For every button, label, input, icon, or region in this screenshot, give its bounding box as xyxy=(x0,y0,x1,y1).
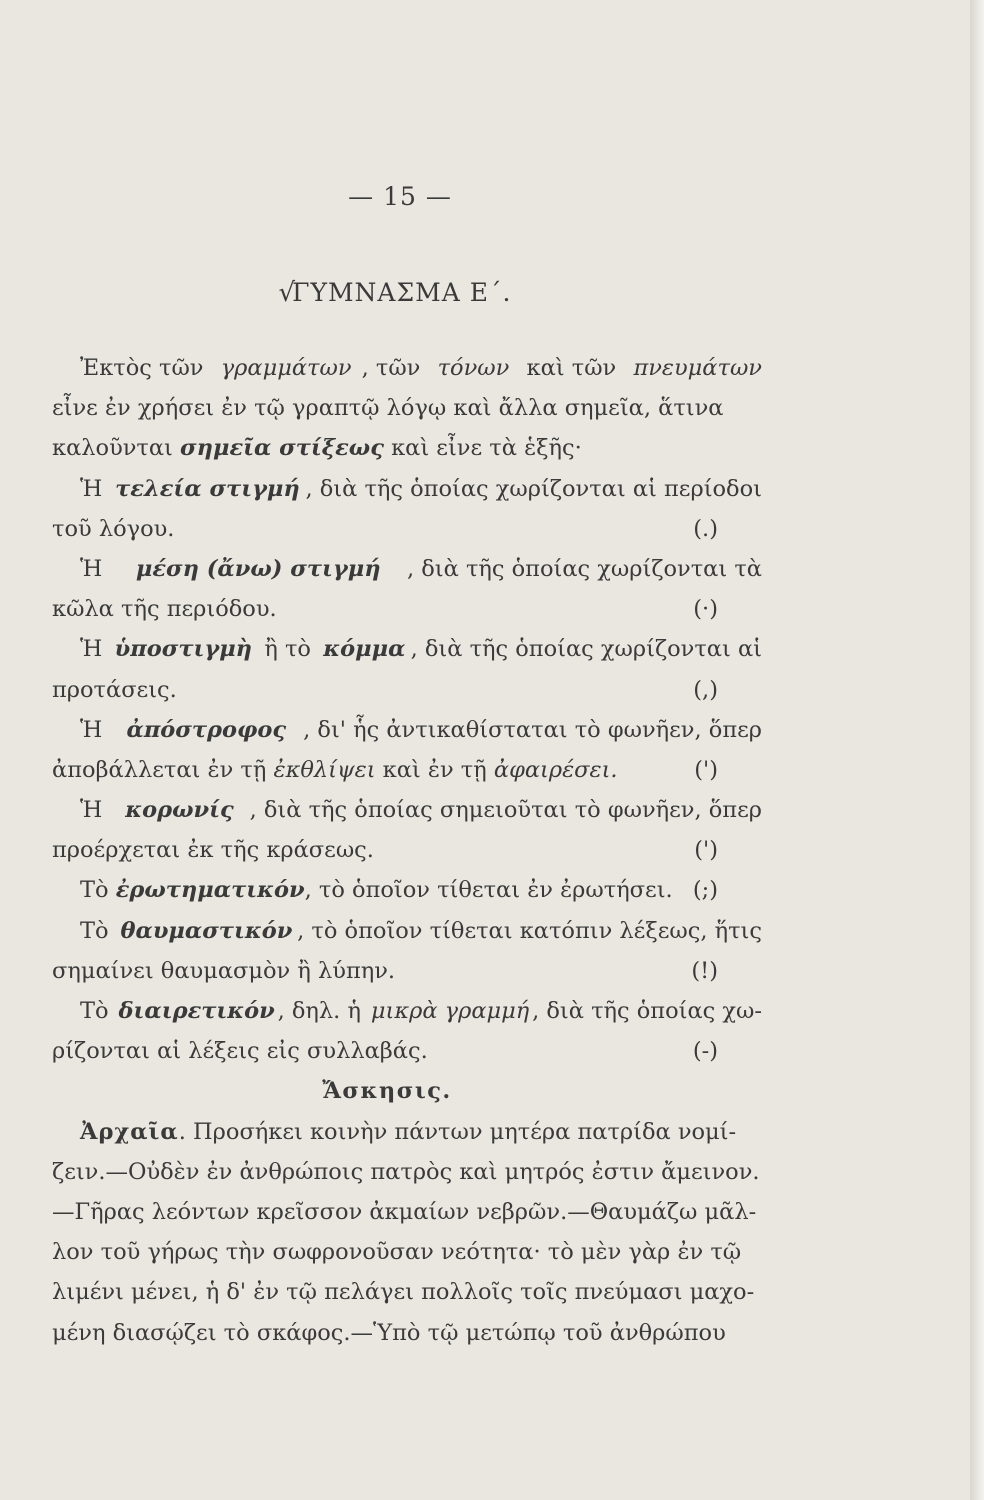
punctuation-mark: (') xyxy=(694,837,718,864)
punctuation-mark: (;) xyxy=(692,877,718,904)
text-line: προέρχεται ἐκ τῆς κράσεως. (') xyxy=(52,830,762,870)
punctuation-mark: (') xyxy=(694,756,718,783)
text-line: Τὸ ἐρωτηματικόν, τὸ ὁποῖον τίθεται ἐν ἐρωτήσει. (;) xyxy=(52,870,762,910)
punctuation-mark: (!) xyxy=(691,957,718,984)
text-line: Ἡ ὑποστιγμὴ ἢ τὸ κόμμα , διὰ τῆς ὁποίας χωρίζονται αἱ xyxy=(80,636,762,663)
text-line: Ἡ τελεία στιγμή , διὰ τῆς ὁποίας χωρίζονται αἱ περίοδοι xyxy=(80,475,762,502)
text-line: ζειν.—Οὐδὲν ἐν ἀνθρώποις πατρὸς καὶ μητρός ἐστιν ἄμεινον. xyxy=(52,1158,760,1185)
text-line: προτάσεις. (,) xyxy=(52,670,762,710)
heading-title: ΓΥΜΝΑΣΜΑ Ε΄. xyxy=(292,278,512,307)
section-heading xyxy=(0,278,790,308)
text-line: Ἐκτὸς τῶν γραμμάτων , τῶν τόνων καὶ τῶν πνευμάτων xyxy=(80,355,762,381)
text-line: Ἡ μέση (ἄνω) στιγμή , διὰ τῆς ὁποίας χωρίζονται τὰ xyxy=(80,555,762,582)
body-text xyxy=(52,348,762,1353)
punctuation-mark: (.) xyxy=(693,515,718,542)
punctuation-mark: (·) xyxy=(693,596,718,623)
text-line: εἶνε ἐν χρήσει ἐν τῷ γραπτῷ λόγῳ καὶ ἄλλα σημεῖα, ἅτινα xyxy=(52,395,724,422)
punctuation-mark: (,) xyxy=(693,676,718,703)
text-line: τοῦ λόγου. (.) xyxy=(52,509,762,549)
check-mark: √ xyxy=(278,278,297,308)
text-line: λον τοῦ γήρως τὴν σωφρονοῦσαν νεότητα· τὸ μὲν γὰρ ἐν τῷ xyxy=(52,1239,742,1266)
text-line: Ἀρχαῖα. Προσήκει κοινὴν πάντων μητέρα πατρίδα νομί- xyxy=(80,1118,737,1145)
text-line: μένη διασῴζει τὸ σκάφος.—Ὑπὸ τῷ μετώπῳ τοῦ ἀνθρώπου xyxy=(52,1319,726,1346)
text-line: —Γῆρας λεόντων κρεῖσσον ἀκμαίων νεβρῶν.—Θαυμάζω μᾶλ- xyxy=(52,1198,757,1225)
exercise-lead: Ἀρχαῖα xyxy=(80,1118,179,1145)
text-line: λιμένι μένει, ἡ δ' ἐν τῷ πελάγει πολλοῖς τοῖς πνεύμασι μαχο- xyxy=(52,1279,755,1306)
text-line: σημαίνει θαυμασμὸν ἢ λύπην. (!) xyxy=(52,951,762,991)
page-edge xyxy=(970,0,984,1500)
text-line: Τὸ θαυμαστικόν , τὸ ὁποῖον τίθεται κατόπιν λέξεως, ἥτις xyxy=(80,917,762,944)
text-line: ἀποβάλλεται ἐν τῇ ἐκθλίψει καὶ ἐν τῇ ἀφαιρέσει. (') xyxy=(52,750,762,790)
text-line: Ἡ κορωνίς , διὰ τῆς ὁποίας σημειοῦται τὸ φωνῆεν, ὅπερ xyxy=(80,797,762,824)
text-line: Ἡ ἀπόστροφος , δι' ἧς ἀντικαθίσταται τὸ φωνῆεν, ὅπερ xyxy=(80,716,762,743)
text-line: Τὸ διαιρετικόν , δηλ. ἡ μικρὰ γραμμή , διὰ τῆς ὁποίας χω- xyxy=(80,998,762,1024)
page-number: — 15 — xyxy=(348,182,452,211)
exercise-title: Ἄσκησις. xyxy=(322,1078,452,1105)
text-line: κῶλα τῆς περιόδου. (·) xyxy=(52,589,762,629)
punctuation-mark: (-) xyxy=(692,1038,718,1065)
text-line: καλοῦνται σημεῖα στίξεως καὶ εἶνε τὰ ἑξῆς· xyxy=(52,435,582,462)
text-line: ρίζονται αἱ λέξεις εἰς συλλαβάς. (-) xyxy=(52,1031,762,1071)
